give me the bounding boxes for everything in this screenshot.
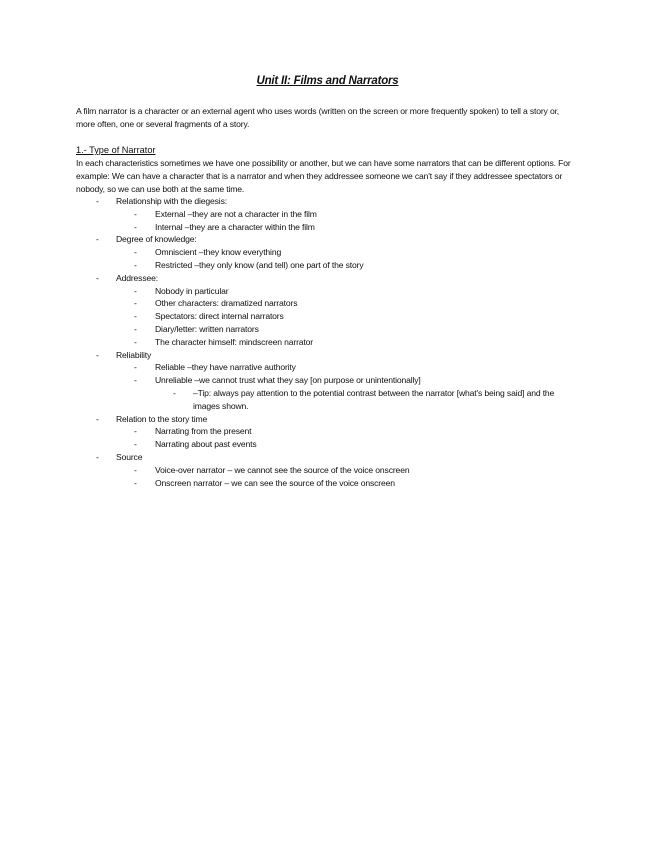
bullet-dash: - [134, 298, 137, 309]
list-item-text: Internal –they are a character within the film [155, 221, 315, 232]
bullet-dash: - [134, 323, 137, 334]
bullet-dash: - [173, 387, 176, 398]
list-item-text: Nobody in particular [155, 285, 229, 296]
bullet-dash: - [96, 272, 99, 283]
bullet-dash: - [134, 285, 137, 296]
list-item [0, 297, 655, 310]
list-item [0, 464, 655, 477]
list-item [0, 349, 655, 362]
list-item [0, 285, 655, 298]
list-item-text: Spectators: direct internal narrators [155, 311, 284, 322]
list-item [0, 246, 655, 259]
bullet-dash: - [134, 208, 137, 219]
bullet-dash: - [96, 234, 99, 245]
page-title: Unit II: Films and Narrators [256, 75, 399, 87]
bullet-dash: - [134, 362, 137, 373]
bullet-dash: - [134, 464, 137, 475]
bullet-dash: - [134, 426, 137, 437]
list-item [0, 451, 655, 464]
list-item [0, 208, 655, 221]
list-item-text: Other characters: dramatized narrators [155, 298, 298, 309]
list-item [0, 374, 655, 387]
list-item-text: Relationship with the diegesis: [116, 196, 227, 206]
list-item [0, 272, 655, 285]
list-item-text: Narrating about past events [155, 439, 257, 450]
list-item-text: Reliable –they have narrative authority [155, 362, 296, 373]
list-item-text: Degree of knowledge: [116, 234, 197, 245]
bullet-dash: - [96, 451, 99, 462]
list-item [0, 413, 655, 426]
bullet-dash: - [134, 247, 137, 258]
list-item [0, 195, 655, 208]
bullet-dash: - [96, 413, 99, 424]
list-item-text: The character himself: mindscreen narrator [155, 336, 314, 347]
bullet-dash: - [96, 349, 99, 360]
list-item-text: External –they are not a character in the film [155, 208, 317, 219]
section-body-paragraph: In each characteristics sometimes we have one possibility or another, but we can have some narrators that can be different options. For example: We can have a character that is a narrator and when they addressee someone we can't say if they addressee spectators or nobody, so we can use both at the same time. [76, 158, 571, 194]
bullet-dash: - [134, 336, 137, 347]
list-item-text: Source [116, 451, 143, 462]
list-item [0, 221, 655, 234]
list-item [0, 477, 655, 490]
list-item [0, 361, 655, 374]
list-item-text: Omniscient –they know everything [155, 247, 282, 258]
list-item [0, 233, 655, 246]
list-item [0, 259, 655, 272]
section-heading: 1.- Type of Narrator [76, 145, 156, 155]
list-item [0, 336, 655, 349]
list-item-text: Reliability [116, 349, 152, 360]
list-item-text: Onscreen narrator – we can see the source of the voice onscreen [155, 477, 395, 488]
list-item-text: –Tip: always pay attention to the potential contrast between the narrator [what's being said] and the images shown. [193, 387, 555, 411]
list-item-text: Diary/letter: written narrators [155, 323, 259, 334]
list-item-text: Restricted –they only know (and tell) one part of the story [155, 259, 364, 270]
list-item-text: Voice-over narrator – we cannot see the source of the voice onscreen [155, 464, 410, 475]
list-item-text: Relation to the story time [116, 413, 208, 424]
list-item [0, 438, 655, 451]
list-item [0, 425, 655, 438]
bullet-dash: - [134, 439, 137, 450]
bullet-dash: - [96, 196, 99, 206]
list-item [0, 387, 655, 413]
bullet-dash: - [134, 221, 137, 232]
list-item [0, 323, 655, 336]
bullet-dash: - [134, 311, 137, 322]
bullet-dash: - [134, 375, 137, 386]
list-item-text: Unreliable –we cannot trust what they say [on purpose or unintentionally] [155, 375, 421, 386]
list-item [0, 310, 655, 323]
bullet-dash: - [134, 477, 137, 488]
list-item-text: Narrating from the present [155, 426, 252, 437]
list-item-text: Addressee: [116, 272, 158, 283]
bullet-dash: - [134, 259, 137, 270]
narrator-types-outline [0, 195, 655, 489]
intro-paragraph: A film narrator is a character or an external agent who uses words (written on the screen or more frequently spoken) to tell a story or, more often, one or several fragments of a story. [76, 106, 560, 129]
